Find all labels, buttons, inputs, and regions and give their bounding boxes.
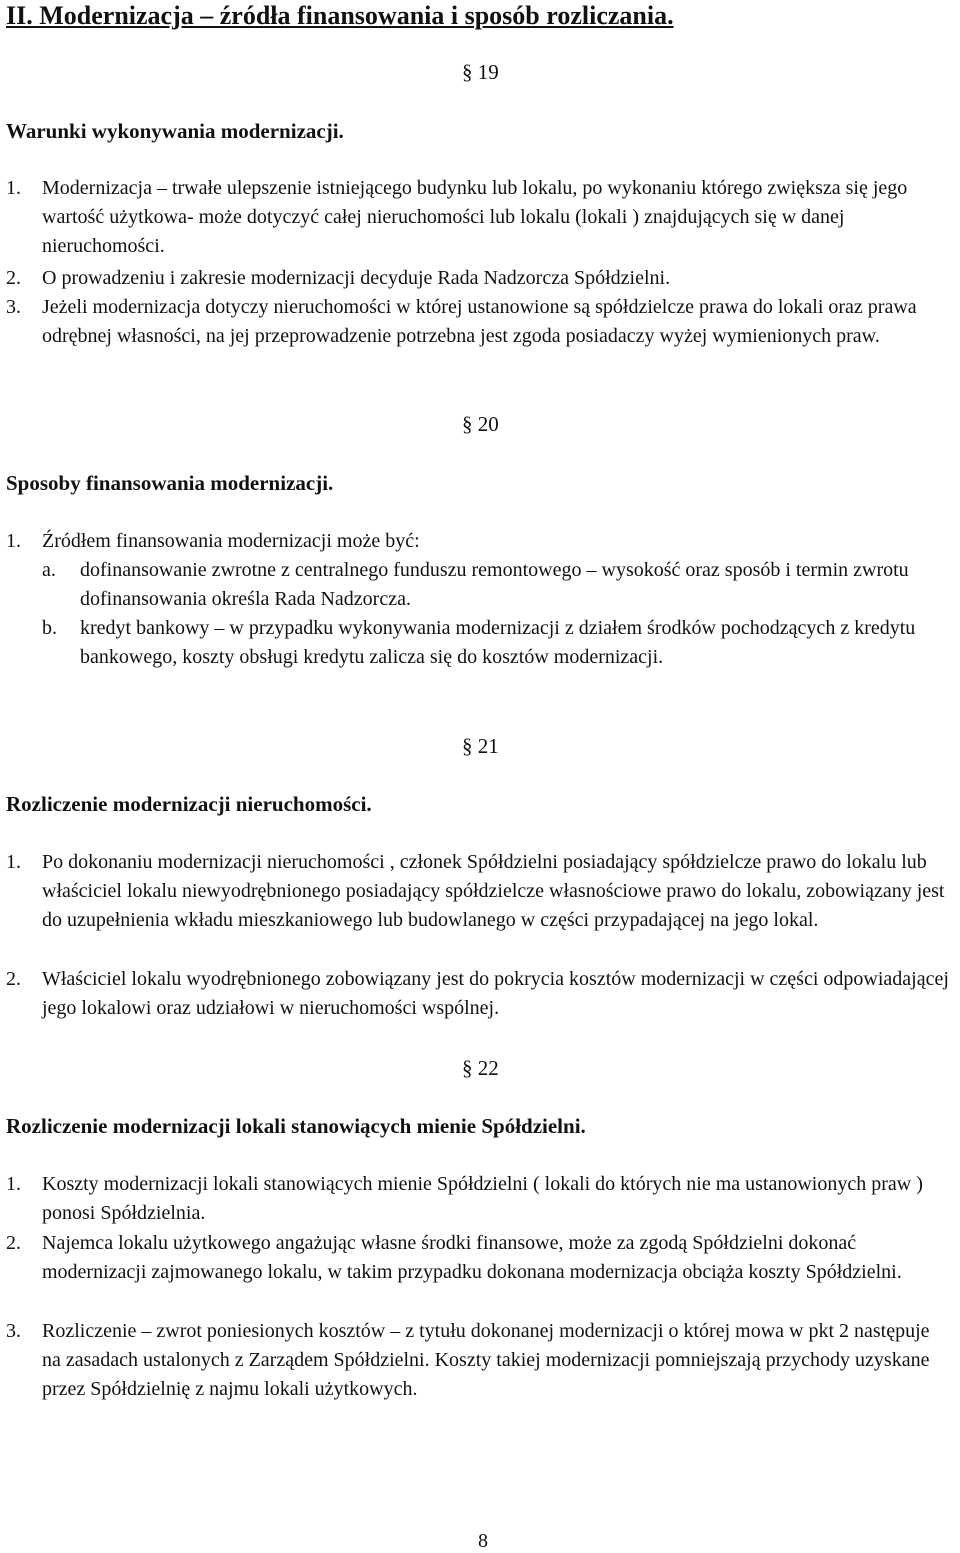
list-item-number: 2. — [6, 267, 21, 289]
list-item-text: Po dokonaniu modernizacji nieruchomości , członek Spółdzielni posiadający spółdzielcze prawo do lokalu lub właściciel lokalu niewyodrębnionego posiadający spółdzielcze własnościowe prawo do lokalu, zobowiązany jest do uzupełnienia wkładu mieszkaniowego lub budowlanego w części przypadającej na jego lokal. — [42, 851, 945, 932]
list-item-number: 1. — [6, 1173, 21, 1195]
list-item-number: 2. — [6, 1232, 21, 1254]
list-item-text: Koszty modernizacji lokali stanowiących mienie Spółdzielni ( lokali do których nie ma ustanowionych praw ) ponosi Spółdzielnia. — [42, 1173, 923, 1225]
paragraph-mark-21: § 21 — [462, 734, 499, 758]
list-item-text: Najemca lokalu użytkowego angażując własne środki finansowe, może za zgodą Spółdzielni dokonać modernizacji zajmowanego lokalu, w takim przypadku dokonana modernizacja obciąża koszty Spółdzielni. — [42, 1232, 902, 1284]
list-item-letter: b. — [42, 617, 57, 639]
list-item — [6, 293, 956, 351]
list-item — [6, 264, 956, 293]
list-item-number: 3. — [6, 296, 21, 318]
list-item — [42, 614, 942, 672]
section-heading-rozliczenie-nieruchomosci: Rozliczenie modernizacji nieruchomości. — [6, 792, 372, 816]
list-item-text: Jeżeli modernizacja dotyczy nieruchomości w której ustanowione są spółdzielcze prawa do lokali oraz prawa odrębnej własności, na jej przeprowadzenie potrzebna jest zgoda posiadaczy wyżej wymienionych praw. — [42, 296, 917, 348]
list-item — [6, 965, 960, 1023]
list-item-number: 2. — [6, 968, 21, 990]
list-item-number: 3. — [6, 1320, 21, 1342]
paragraph-mark-19: § 19 — [462, 60, 499, 84]
list-item-text: kredyt bankowy – w przypadku wykonywania modernizacji z działem środków pochodzących z kredytu bankowego, koszty obsługi kredytu zalicza się do kosztów modernizacji. — [80, 617, 916, 669]
list-item-text: Właściciel lokalu wyodrębnionego zobowiązany jest do pokrycia kosztów modernizacji w części odpowiadającej jego lokalowi oraz udziałowi w nieruchomości wspólnej. — [42, 968, 949, 1020]
section-heading-sposoby-finansowania: Sposoby finansowania modernizacji. — [6, 471, 334, 495]
section-heading-rozliczenie-lokali: Rozliczenie modernizacji lokali stanowiących mienie Spółdzielni. — [6, 1114, 586, 1138]
list-item-number: 1. — [6, 530, 21, 552]
chapter-title: II. Modernizacja – źródła finansowania i sposób rozliczania. — [6, 1, 674, 30]
page-number: 8 — [478, 1530, 488, 1552]
list-item — [6, 1170, 936, 1228]
paragraph-mark-22: § 22 — [462, 1056, 499, 1080]
list-item — [6, 1229, 936, 1287]
list-item-letter: a. — [42, 559, 56, 581]
list-item-text: Źródłem finansowania modernizacji może być: — [42, 530, 420, 552]
list-item-text: O prowadzeniu i zakresie modernizacji decyduje Rada Nadzorcza Spółdzielni. — [42, 267, 671, 289]
list-item — [6, 174, 956, 262]
list-item-text: Modernizacja – trwałe ulepszenie istniejącego budynku lub lokalu, po wykonaniu którego zwiększa się jego wartość użytkowa- może dotyczyć całej nieruchomości lub lokalu (lokali ) znajdujących się w danej nieruchomości. — [42, 177, 908, 258]
paragraph-mark-20: § 20 — [462, 412, 499, 436]
list-item — [6, 1317, 936, 1405]
list-item — [6, 848, 956, 936]
list-item-number: 1. — [6, 851, 21, 873]
list-item-text: Rozliczenie – zwrot poniesionych kosztów – z tytułu dokonanej modernizacji o której mowa w pkt 2 następuje na zasadach ustalonych z Zarządem Spółdzielni. Koszty takiej modernizacji pomniejszają przychody uzyskane przez Spółdzielnię z najmu lokali użytkowych. — [42, 1320, 930, 1401]
list-item-text: dofinansowanie zwrotne z centralnego funduszu remontowego – wysokość oraz sposób i termin zwrotu dofinansowania określa Rada Nadzorcza. — [80, 559, 909, 611]
list-item — [6, 527, 956, 556]
list-item — [42, 556, 912, 614]
list-item-number: 1. — [6, 177, 21, 199]
section-heading-warunki: Warunki wykonywania modernizacji. — [6, 119, 344, 143]
